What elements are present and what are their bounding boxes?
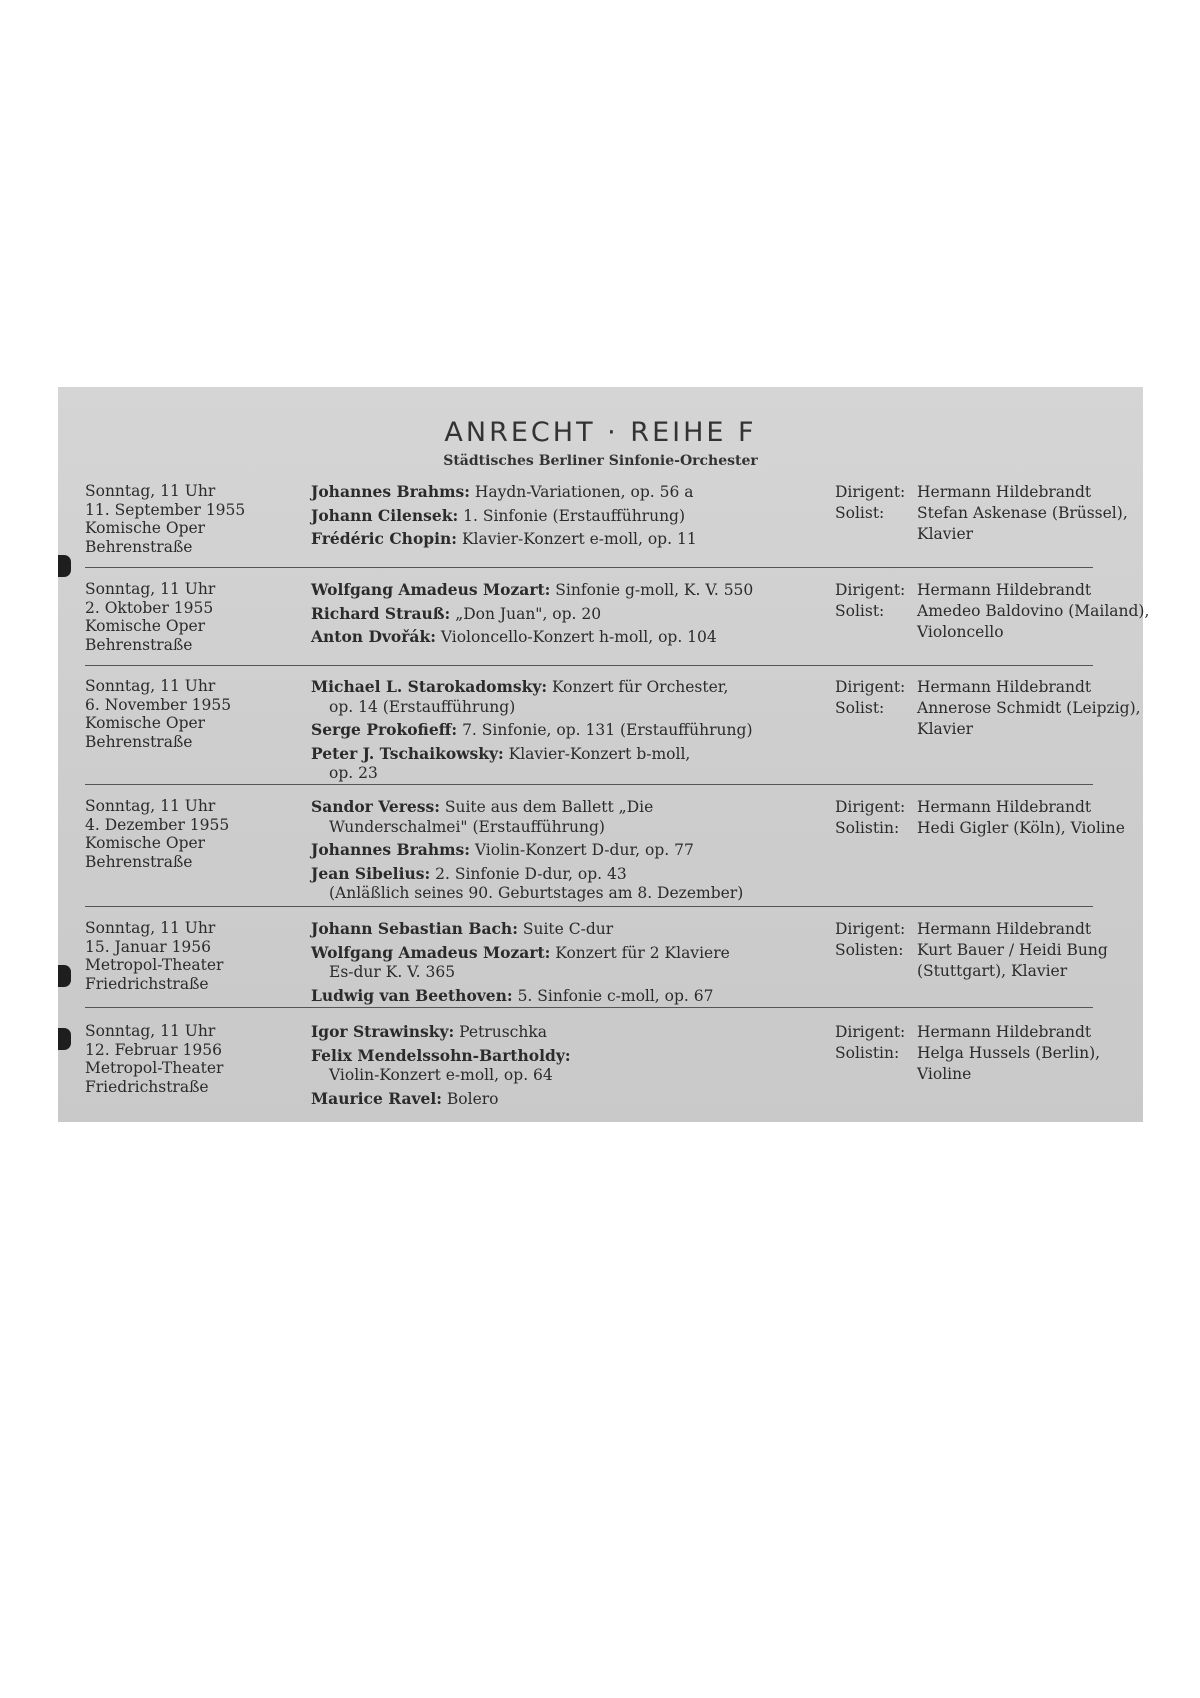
work-title-continued: op. 23 xyxy=(329,764,378,782)
performer-line xyxy=(835,482,1155,503)
date-venue-line: 4. Dezember 1955 xyxy=(85,815,230,834)
composer-name: Felix Mendelssohn-Bartholdy: xyxy=(311,1045,571,1065)
composer-name: Ludwig van Beethoven: xyxy=(311,985,513,1005)
work-title: Konzert für 2 Klaviere xyxy=(550,943,730,962)
date-venue-line: Behrenstraße xyxy=(85,635,193,654)
performer-name: Helga Hussels (Berlin), Violine xyxy=(917,1044,1101,1083)
composer-name: Anton Dvořák: xyxy=(311,627,436,646)
work-entry xyxy=(311,919,791,940)
performer-name: Stefan Askenase (Brüssel), Klavier xyxy=(917,504,1128,543)
performer-line xyxy=(835,677,1155,698)
performer-name: Kurt Bauer / Heidi Bung (Stuttgart), Klavier xyxy=(917,941,1108,980)
program-works xyxy=(311,580,791,651)
performer-line xyxy=(835,919,1155,940)
concert-date-venue xyxy=(85,677,300,751)
performers xyxy=(835,797,1155,839)
program-works xyxy=(311,1022,791,1112)
concert-date-venue xyxy=(85,580,300,654)
performers xyxy=(835,677,1155,740)
work-title: Violin-Konzert D-dur, op. 77 xyxy=(469,841,694,859)
work-entry xyxy=(311,506,791,527)
binder-hole-mark xyxy=(58,965,71,987)
performer-name: Hermann Hildebrandt xyxy=(917,678,1092,696)
work-title: Klavier-Konzert b-moll, xyxy=(503,744,691,763)
date-venue-line: Behrenstraße xyxy=(85,852,193,871)
work-entry xyxy=(311,943,791,983)
date-venue-line: Komische Oper xyxy=(85,714,206,732)
performer-name: Hermann Hildebrandt xyxy=(917,581,1092,599)
orchestra-name: Städtisches Berliner Sinfonie-Orchester xyxy=(443,453,758,469)
work-title-continued: Es-dur K. V. 365 xyxy=(329,963,456,981)
performers xyxy=(835,482,1155,545)
program-works xyxy=(311,919,791,1009)
work-entry xyxy=(311,797,791,837)
composer-name: Johann Sebastian Bach: xyxy=(311,919,518,938)
composer-name: Frédéric Chopin: xyxy=(311,529,458,548)
date-venue-line: Sonntag, 11 Uhr xyxy=(85,482,216,500)
binder-hole-mark xyxy=(58,1028,71,1050)
date-venue-line: Metropol-Theater xyxy=(85,956,224,974)
date-venue-line: Sonntag, 11 Uhr xyxy=(85,919,216,937)
work-entry xyxy=(311,627,791,648)
date-venue-line: Sonntag, 11 Uhr xyxy=(85,677,216,695)
date-venue-line: Sonntag, 11 Uhr xyxy=(85,580,216,598)
work-title: Petruschka xyxy=(454,1023,547,1041)
work-title: 5. Sinfonie c-moll, op. 67 xyxy=(512,986,714,1005)
date-venue-line: Sonntag, 11 Uhr xyxy=(85,1022,216,1040)
performer-name: Amedeo Baldovino (Mailand), Violoncello xyxy=(917,602,1150,641)
performer-name: Hermann Hildebrandt xyxy=(917,798,1092,816)
performer-line xyxy=(835,1022,1155,1043)
performer-line xyxy=(835,818,1155,839)
performer-line xyxy=(835,698,1155,740)
work-entry xyxy=(311,986,791,1007)
composer-name: Maurice Ravel: xyxy=(311,1088,442,1108)
work-entry xyxy=(311,1022,791,1043)
composer-name: Wolfgang Amadeus Mozart: xyxy=(311,942,551,962)
performer-role: Dirigent: xyxy=(835,920,906,938)
performer-role: Dirigent: xyxy=(835,798,906,816)
composer-name: Jean Sibelius: xyxy=(311,863,431,883)
performer-line xyxy=(835,940,1155,982)
performer-line xyxy=(835,503,1155,545)
work-title: Haydn-Variationen, op. 56 a xyxy=(469,483,694,501)
date-venue-line: 12. Februar 1956 xyxy=(85,1040,222,1059)
performer-name: Hermann Hildebrandt xyxy=(917,483,1092,501)
binder-hole-mark xyxy=(58,555,71,577)
performer-name: Annerose Schmidt (Leipzig), Klavier xyxy=(917,699,1141,738)
composer-name: Johann Cilensek: xyxy=(311,505,459,525)
performer-line xyxy=(835,797,1155,818)
performer-role: Solist: xyxy=(835,504,885,522)
date-venue-line: 11. September 1955 xyxy=(85,500,246,519)
date-venue-line: Behrenstraße xyxy=(85,537,193,556)
date-venue-line: Behrenstraße xyxy=(85,732,193,751)
concert-date-venue xyxy=(85,919,300,993)
work-title: 1. Sinfonie (Erstaufführung) xyxy=(458,506,686,525)
performer-role: Solist: xyxy=(835,602,885,620)
program-works xyxy=(311,482,791,553)
performer-line xyxy=(835,601,1155,643)
work-title: Konzert für Orchester, xyxy=(547,678,729,696)
work-title: Sinfonie g-moll, K. V. 550 xyxy=(550,581,754,599)
composer-name: Peter J. Tschaikowsky: xyxy=(311,743,504,763)
work-entry xyxy=(311,1046,791,1086)
date-venue-line: 2. Oktober 1955 xyxy=(85,598,214,617)
work-title-continued: (Anläßlich seines 90. Geburtstages am 8. Dezember) xyxy=(329,884,744,902)
date-venue-line: Komische Oper xyxy=(85,834,206,852)
work-title-continued: Wunderschalmei" (Erstaufführung) xyxy=(329,817,605,836)
work-entry xyxy=(311,677,791,717)
date-venue-line: Komische Oper xyxy=(85,617,206,635)
work-title-continued: Violin-Konzert e-moll, op. 64 xyxy=(329,1066,553,1084)
work-entry xyxy=(311,864,791,904)
performer-role: Dirigent: xyxy=(835,581,906,599)
concert-date-venue xyxy=(85,482,300,556)
section-divider xyxy=(85,567,1093,568)
performer-role: Solisten: xyxy=(835,941,904,959)
performer-role: Dirigent: xyxy=(835,678,906,696)
composer-name: Richard Strauß: xyxy=(311,603,451,623)
date-venue-line: Metropol-Theater xyxy=(85,1059,224,1077)
section-divider xyxy=(85,665,1093,666)
date-venue-line: Friedrichstraße xyxy=(85,974,209,993)
work-title: Klavier-Konzert e-moll, op. 11 xyxy=(457,530,697,548)
performer-line xyxy=(835,580,1155,601)
work-entry xyxy=(311,529,791,550)
composer-name: Serge Prokofieff: xyxy=(311,720,458,739)
program-works xyxy=(311,677,791,787)
work-entry xyxy=(311,840,791,861)
composer-name: Michael L. Starokadomsky: xyxy=(311,677,548,696)
performer-name: Hedi Gigler (Köln), Violine xyxy=(917,819,1125,837)
performer-role: Solistin: xyxy=(835,819,900,837)
work-title-continued: op. 14 (Erstaufführung) xyxy=(329,697,516,716)
composer-name: Igor Strawinsky: xyxy=(311,1022,455,1041)
performer-role: Dirigent: xyxy=(835,483,906,501)
work-title: Suite aus dem Ballett „Die xyxy=(439,798,654,816)
composer-name: Johannes Brahms: xyxy=(311,482,470,501)
work-title: Suite C-dur xyxy=(517,920,614,938)
composer-name: Sandor Veress: xyxy=(311,797,440,816)
date-venue-line: Sonntag, 11 Uhr xyxy=(85,797,216,815)
work-entry xyxy=(311,604,791,625)
concert-date-venue xyxy=(85,797,300,871)
performer-role: Solistin: xyxy=(835,1044,900,1062)
work-entry xyxy=(311,482,791,503)
performer-role: Dirigent: xyxy=(835,1023,906,1041)
date-venue-line: 6. November 1955 xyxy=(85,695,232,714)
performers xyxy=(835,919,1155,982)
date-venue-line: Friedrichstraße xyxy=(85,1077,209,1096)
composer-name: Wolfgang Amadeus Mozart: xyxy=(311,580,551,599)
work-entry xyxy=(311,580,791,601)
date-venue-line: 15. Januar 1956 xyxy=(85,937,212,956)
concert-date-venue xyxy=(85,1022,300,1096)
work-title: 7. Sinfonie, op. 131 (Erstaufführung) xyxy=(457,721,753,739)
work-entry xyxy=(311,744,791,784)
work-title: Violoncello-Konzert h-moll, op. 104 xyxy=(435,628,717,646)
page-title: ANRECHT · REIHE F xyxy=(444,417,757,448)
work-title: „Don Juan", op. 20 xyxy=(450,604,602,623)
performers xyxy=(835,580,1155,643)
work-entry xyxy=(311,720,791,741)
program-works xyxy=(311,797,791,907)
work-title: 2. Sinfonie D-dur, op. 43 xyxy=(430,864,627,883)
work-title: Bolero xyxy=(441,1089,499,1108)
work-entry xyxy=(311,1089,791,1110)
program-card xyxy=(58,387,1150,1122)
composer-name: Johannes Brahms: xyxy=(311,840,470,859)
date-venue-line: Komische Oper xyxy=(85,519,206,537)
performer-name: Hermann Hildebrandt xyxy=(917,920,1092,938)
performer-name: Hermann Hildebrandt xyxy=(917,1023,1092,1041)
performers xyxy=(835,1022,1155,1085)
performer-line xyxy=(835,1043,1155,1085)
performer-role: Solist: xyxy=(835,699,885,717)
